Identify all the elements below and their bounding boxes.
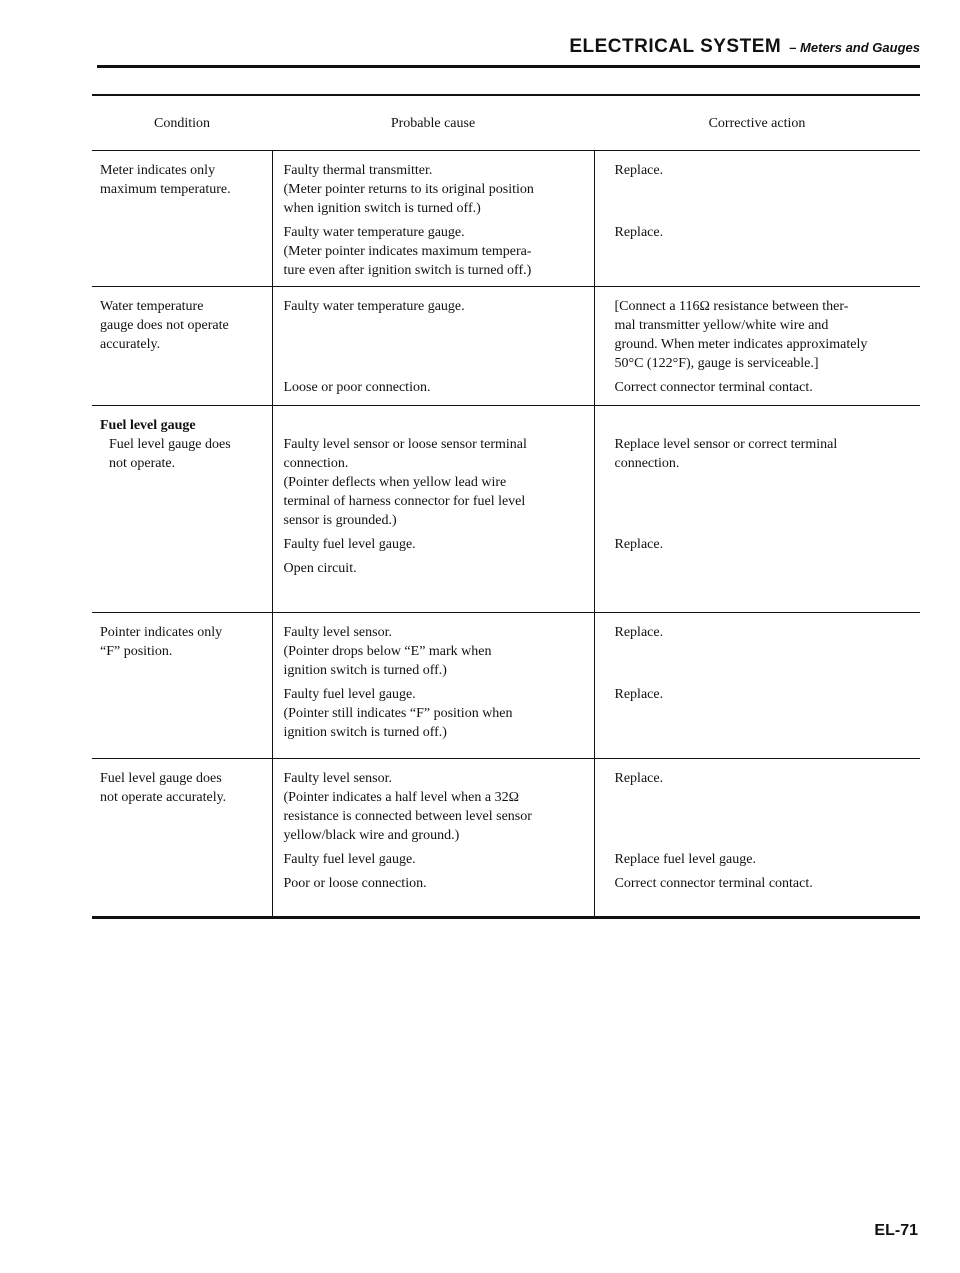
action-line: Replace level sensor or correct terminal [614,437,838,452]
table-header-row [92,95,920,151]
cause-line: Open circuit. [283,561,357,576]
table-row [92,613,920,759]
action-line: Replace fuel level gauge. [614,852,756,867]
column-header-condition: Condition [92,95,272,151]
condition-cell [92,151,272,287]
cause-entry [284,378,580,397]
cause-line: resistance is connected between level sensor [283,809,532,824]
cause-line: (Pointer indicates a half level when a 32Ω [283,790,519,805]
column-header-probable-cause: Probable cause [272,95,594,151]
cause-line: terminal of harness connector for fuel level [283,494,526,509]
action-entry [615,161,907,223]
action-line: ground. When meter indicates approximately [614,337,868,352]
table-row [92,287,920,406]
condition-line: not operate accurately. [100,790,227,805]
probable-cause-cell [272,406,594,613]
cause-line: (Meter pointer returns to its original position [283,182,534,197]
condition-cell [92,287,272,406]
probable-cause-cell [272,287,594,406]
cause-entry [284,623,580,680]
cause-line: (Pointer deflects when yellow lead wire [283,475,507,490]
condition-line: Fuel level gauge does [100,771,222,786]
action-line: Correct connector terminal contact. [614,380,813,395]
page-number: EL-71 [874,1222,918,1239]
action-line: connection. [614,456,680,471]
cause-line: connection. [283,456,349,471]
cause-line: ignition switch is turned off.) [283,725,447,740]
probable-cause-cell [272,613,594,759]
condition-line: “F” position. [100,644,173,659]
cause-entry [284,769,580,845]
action-entry [615,623,907,685]
cause-line: Loose or poor connection. [283,380,431,395]
condition-cell [92,759,272,918]
cause-line: Faulty water temperature gauge. [283,225,465,240]
action-entry [615,378,907,397]
condition-line: Meter indicates only [100,163,216,178]
condition-cell [92,613,272,759]
action-line: Correct connector terminal contact. [614,876,813,891]
action-entry [615,685,907,704]
condition-line: Fuel level gauge does [109,437,231,452]
cause-line: Faulty level sensor. [283,771,392,786]
cause-entry [284,685,580,742]
cause-line: Faulty fuel level gauge. [283,852,416,867]
cause-entry [284,435,580,530]
condition-line: Pointer indicates only [100,625,223,640]
action-entry [615,769,907,850]
column-header-corrective-action: Corrective action [594,95,920,151]
cause-entry [284,297,580,378]
cause-line: Poor or loose connection. [283,876,427,891]
action-entry [615,850,907,869]
corrective-action-cell [594,613,920,759]
corrective-action-cell [594,287,920,406]
action-entry [615,223,907,242]
action-entry [615,297,907,373]
cause-line: (Pointer still indicates “F” position when [283,706,513,721]
table-row [92,759,920,918]
condition-line: gauge does not operate [100,318,229,333]
corrective-action-cell [594,151,920,287]
action-line: mal transmitter yellow/white wire and [614,318,829,333]
action-line: Replace. [614,225,664,240]
action-line: Replace. [614,537,664,552]
action-line: Replace. [614,625,664,640]
cause-entry [284,874,580,893]
cause-entry [284,223,580,280]
action-line: [Connect a 116Ω resistance between ther- [614,299,849,314]
cause-entry [284,161,580,218]
header-subtitle: – Meters and Gauges [789,40,920,55]
condition-heading: Fuel level gauge [100,418,196,433]
cause-line: ignition switch is turned off.) [283,663,447,678]
cause-line: Faulty level sensor or loose sensor terminal [283,437,527,452]
page-header [569,36,920,58]
cause-entry [284,850,580,869]
cause-line: ture even after ignition switch is turned off.) [283,263,532,278]
action-line: Replace. [614,771,664,786]
cause-line: when ignition switch is turned off.) [283,201,481,216]
action-entry [615,535,907,554]
header-rule [97,65,920,68]
condition-line: not operate. [109,456,176,471]
cause-line: yellow/black wire and ground.) [283,828,460,843]
cause-line: Faulty water temperature gauge. [283,299,465,314]
corrective-action-cell [594,406,920,613]
probable-cause-cell [272,759,594,918]
condition-line: Water temperature [100,299,204,314]
header-title: ELECTRICAL SYSTEM [569,36,782,57]
condition-line: maximum temperature. [100,182,231,197]
cause-line: Faulty thermal transmitter. [283,163,433,178]
cause-line: Faulty level sensor. [283,625,392,640]
cause-line: Faulty fuel level gauge. [283,687,416,702]
probable-cause-cell [272,151,594,287]
cause-line: (Meter pointer indicates maximum tempera- [283,244,532,259]
cause-line: sensor is grounded.) [283,513,397,528]
condition-line: accurately. [100,337,161,352]
action-entry [615,874,907,893]
action-line: Replace. [614,163,664,178]
table-row [92,406,920,613]
action-line: 50°C (122°F), gauge is serviceable.] [614,356,819,371]
corrective-action-cell [594,759,920,918]
condition-cell [92,406,272,613]
troubleshooting-table [92,94,920,919]
action-line: Replace. [614,687,664,702]
cause-line: (Pointer drops below “E” mark when [283,644,492,659]
cause-entry [284,559,580,578]
cause-entry [284,535,580,554]
troubleshooting-table-wrapper [92,94,920,919]
table-row [92,151,920,287]
cause-line: Faulty fuel level gauge. [283,537,416,552]
action-entry [615,435,907,535]
